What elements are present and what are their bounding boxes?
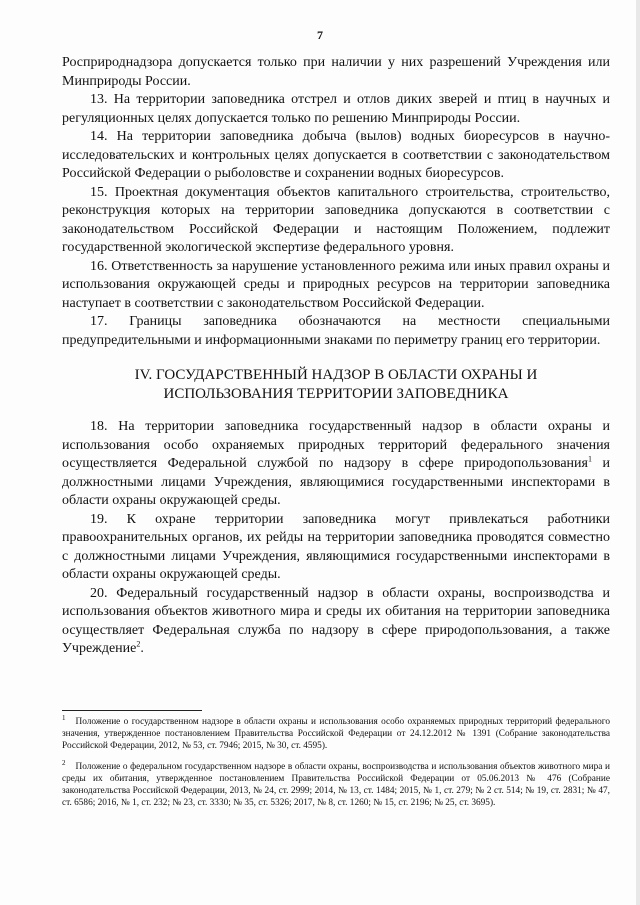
paragraph-19: 19. К охране территории заповедника могут привлекаться работники правоохранительных органов, их рейды на территории заповедника проводятся совместно с должностными лицами Учреждения, являющимися государственными инспекторами в области охраны окружающей среды. [62, 511, 610, 582]
footnote-2-text: Положение о федеральном государственном надзоре в области охраны, воспроизводства и использования объектов животного мира и среды их обитания, утвержденное постановлением Правительства Российской Федерации от 05.06.2013 № 476 (Собрание законодательства Российской Федерации, 2013, № 24, ст. 2999; 2014, № 13, ст. 1484; 2015, № 1, ст. 279; № 2 ст. 514; № 19, ст. 2831; № 47, ст. 6586; 2016, № 1, ст. 232; № 23, ст. 3330; № 35, ст. 5326; 2017, № 8, ст. 1260; № 15, ст. 2196; № 25, ст. 3695). [62, 762, 610, 808]
footnote-ref-1[interactable]: 1 [587, 454, 592, 464]
paragraph-12-continuation: Росприроднадзора допускается только при наличии у них разрешений Учреждения или Минприроды России. [62, 55, 610, 89]
paragraph-17: 17. Границы заповедника обозначаются на местности специальными предупредительными и информационными знаками по периметру границ его территории. [62, 314, 610, 348]
footnote-1-text: Положение о государственном надзоре в области охраны и использования особо охраняемых природных территорий федерального значения, утвержденное постановлением Правительства Российской Федерации от 24.12.2012 № 1391 (Собрание законодательства Российской Федерации, 2012, № 53, ст. 7946; 2015, № 30, ст. 4595). [62, 717, 610, 751]
paragraph-20-text-a: 20. Федеральный государственный надзор в области охраны, воспроизводства и использования объектов животного мира и среды их обитания на территории заповедника осуществляет Федеральная служба по надзору в сфере природопользования, а также Учреждение [62, 585, 610, 656]
footnote-divider [62, 710, 202, 711]
footnotes [62, 713, 610, 818]
paragraph-14: 14. На территории заповедника добыча (вылов) водных биоресурсов в научно-исследовательских и контрольных целях допускается в соответствии с законодательством Российской Федерации о рыболовстве и сохранении водных биоресурсов. [62, 129, 610, 181]
section-heading [62, 366, 610, 404]
page-number: 7 [317, 28, 323, 42]
section-heading-line-2: ИСПОЛЬЗОВАНИЯ ТЕРРИТОРИИ ЗАПОВЕДНИКА [163, 386, 509, 402]
paragraph-15: 15. Проектная документация объектов капитального строительства, строительство, реконструкция которых на территории заповедника допускаются в соответствии с законодательством Российской Федерации и настоящим Положением, подлежит государственной экологической экспертизе федерального уровня. [62, 184, 610, 255]
paragraph-20 [62, 585, 610, 659]
footnote-ref-2[interactable]: 2 [136, 639, 141, 649]
paragraph-18 [62, 418, 610, 511]
footnote-2 [62, 758, 610, 809]
paragraph-18-text-b: и должностными лицами Учреждения, являющимися государственными инспекторами в области охраны окружающей среды. [62, 456, 610, 508]
paragraph-16: 16. Ответственность за нарушение установленного режима или иных правил охраны и использования окружающей среды и природных ресурсов на территории заповедника наступает в соответствии с законодательством Российской Федерации. [62, 258, 610, 311]
paragraph-18-text-a: 18. На территории заповедника государственный надзор в области охраны и использования особо охраняемых природных территорий федерального значения осуществляется Федеральной службой по надзору в сфере природопользования [62, 419, 610, 471]
paragraph-13: 13. На территории заповедника отстрел и отлов диких зверей и птиц в научных и регуляционных целях допускается только по решению Минприроды России. [62, 92, 610, 126]
section-heading-line-1: IV. ГОСУДАРСТВЕННЫЙ НАДЗОР В ОБЛАСТИ ОХРАНЫ И [134, 367, 538, 383]
footnote-1 [62, 713, 610, 752]
scan-edge [636, 0, 640, 905]
footnote-2-mark: 2 [62, 758, 66, 767]
paragraph-20-text-b: . [140, 641, 144, 656]
document-body [62, 54, 610, 659]
footnote-1-mark: 1 [62, 713, 66, 722]
